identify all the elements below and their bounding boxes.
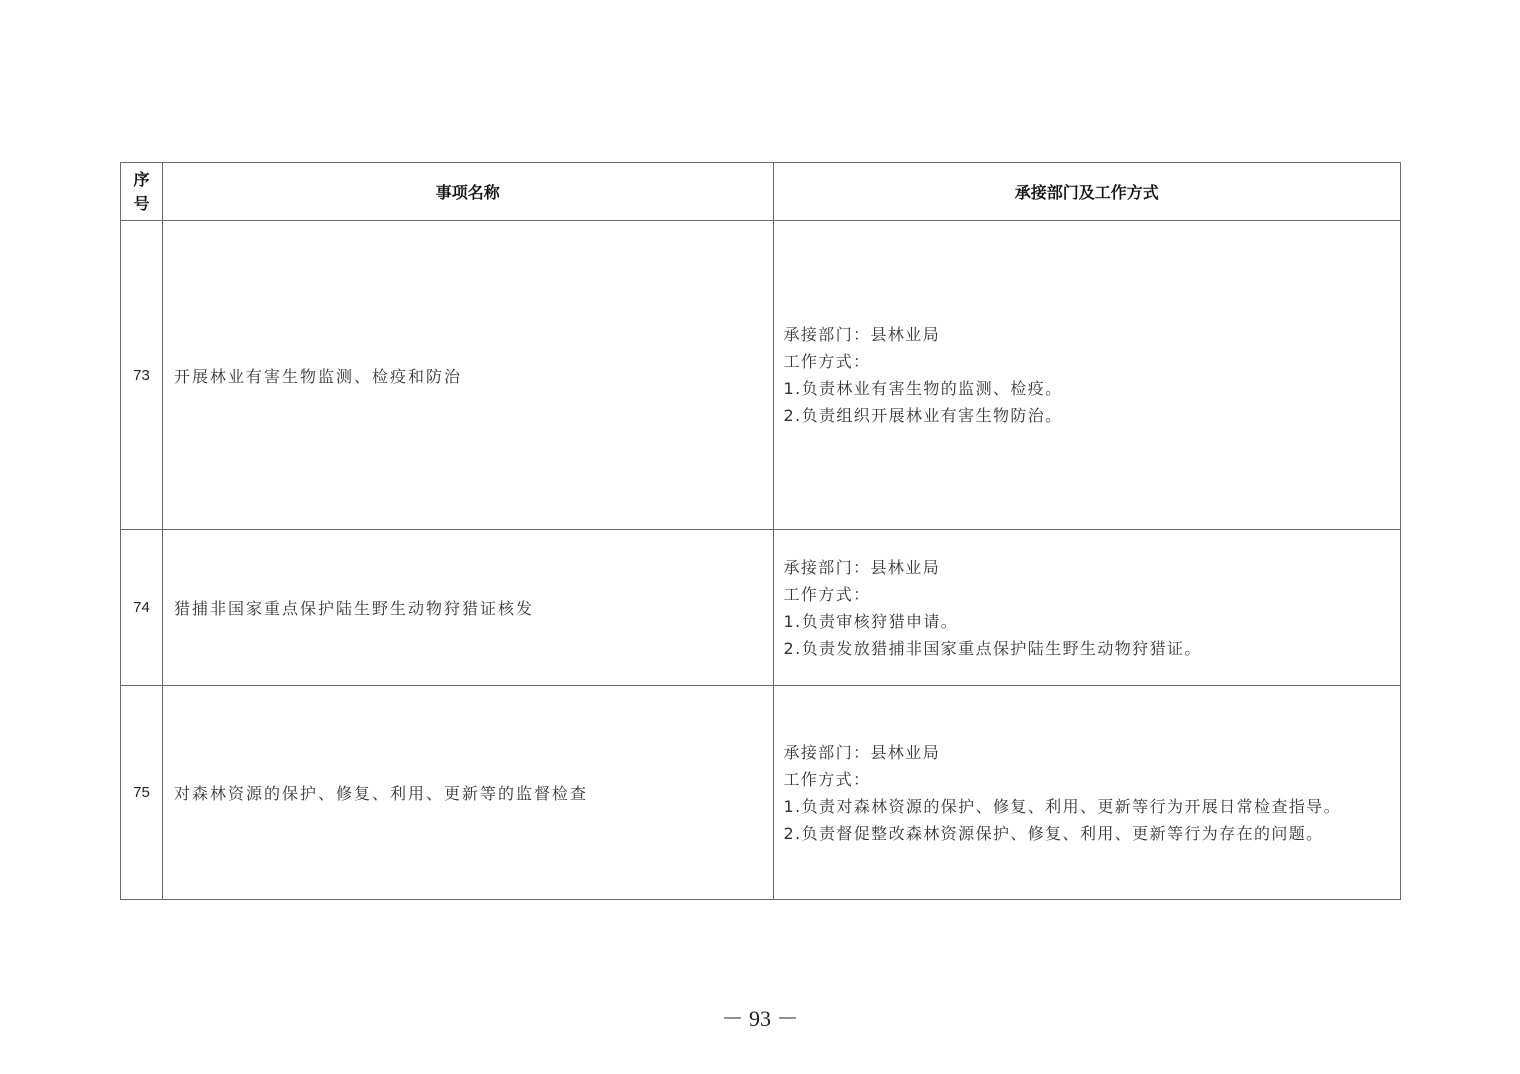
row-seq: 73	[121, 221, 163, 530]
row-dept-cell	[773, 221, 1401, 530]
header-dept: 承接部门及工作方式	[773, 163, 1401, 221]
header-name: 事项名称	[163, 163, 773, 221]
header-seq-line-1: 序	[133, 169, 150, 189]
row-matter-name: 猎捕非国家重点保护陆生野生动物狩猎证核发	[163, 530, 773, 686]
dept-line: 承接部门：县林业局	[783, 742, 941, 762]
table-row	[121, 686, 1401, 900]
table-row	[121, 530, 1401, 686]
row-matter-name: 对森林资源的保护、修复、利用、更新等的监督检查	[163, 686, 773, 900]
dept-line: 1.负责林业有害生物的监测、检疫。	[783, 379, 1063, 398]
row-seq: 74	[121, 530, 163, 686]
row-seq: 75	[121, 686, 163, 900]
row-dept-cell	[773, 530, 1401, 686]
dept-line: 2.负责发放猎捕非国家重点保护陆生野生动物狩猎证。	[783, 638, 1202, 658]
row-dept-cell	[773, 686, 1401, 900]
dept-line: 承接部门：县林业局	[783, 325, 941, 344]
dept-line: 工作方式：	[783, 584, 871, 604]
dept-line: 工作方式：	[783, 352, 871, 371]
dept-line: 承接部门：县林业局	[783, 557, 941, 577]
header-seq-line-2: 号	[133, 193, 150, 213]
table-row	[121, 221, 1401, 530]
dept-line: 工作方式：	[783, 769, 871, 789]
dept-line: 2.负责组织开展林业有害生物防治。	[783, 406, 1063, 425]
matters-table	[120, 162, 1401, 900]
dept-line: 2.负责督促整改森林资源保护、修复、利用、更新等行为存在的问题。	[783, 823, 1324, 843]
dept-line: 1.负责对森林资源的保护、修复、利用、更新等行为开展日常检查指导。	[783, 796, 1341, 816]
table-header-row	[121, 163, 1401, 221]
dept-line: 1.负责审核狩猎申请。	[783, 611, 959, 631]
page-number: － 93 －	[721, 1006, 799, 1031]
header-seq	[121, 163, 163, 221]
row-matter-name: 开展林业有害生物监测、检疫和防治	[163, 221, 773, 530]
